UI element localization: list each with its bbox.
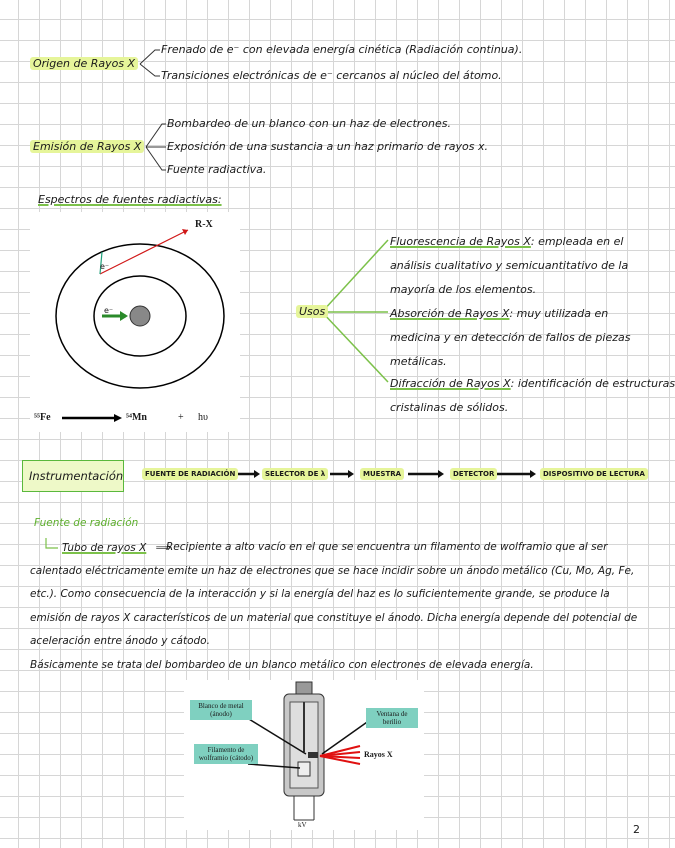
origen-label: Origen de Rayos X: [30, 57, 138, 71]
label-blanco: Blanco de metal (ánodo): [190, 700, 252, 720]
instrumentacion-box: [22, 460, 124, 492]
uso-2-line-3: metálicas.: [390, 355, 447, 368]
reaction-plus: +: [178, 412, 184, 423]
uso-1-line-3: mayoría de los elementos.: [390, 283, 537, 296]
cathode-cup: [298, 762, 310, 776]
origen-item-2: Transiciones electrónicas de e⁻ cercanos al núcleo del átomo.: [161, 69, 502, 82]
flow-selector: SELECTOR DE λ: [262, 468, 328, 480]
instrumentacion-label: Instrumentación: [29, 469, 124, 483]
flow-muestra: MUESTRA: [360, 468, 404, 480]
atom-diagram: [30, 212, 240, 432]
rx-arrow: [100, 230, 188, 274]
page-number: 2: [633, 823, 640, 836]
electron-inner: e⁻: [104, 306, 114, 315]
electron-outer: e⁻: [100, 262, 110, 271]
emision-item-1: Bombardeo de un blanco con un haz de electrones.: [167, 117, 452, 130]
reaction-hv: hυ: [198, 412, 208, 423]
label-kv: kV: [298, 821, 307, 829]
uso-1: Fluorescencia de Rayos X: empleada en el: [390, 235, 624, 248]
reaction-right: ⁵⁴Mn: [126, 412, 147, 423]
label-rayos: Rayos X: [364, 750, 393, 759]
tubo-arrow: ⟹: [155, 542, 171, 554]
uso-2-line-2: medicina y en detección de fallos de piezas: [390, 331, 631, 344]
anode-target: [308, 752, 318, 758]
reaction-left: ⁵⁵Fe: [34, 412, 51, 423]
uso-3-line-2: cristalinas de sólidos.: [390, 401, 509, 414]
label-filamento: Filamento de wolframio (cátodo): [194, 744, 258, 764]
uso-1-line-2: análisis cualitativo y semicuantitativo de la: [390, 259, 629, 272]
usos-label: Usos: [296, 305, 328, 319]
flow-dispositivo: DISPOSITIVO DE LECTURA: [540, 468, 648, 480]
flow-fuente: FUENTE DE RADIACIÓN: [142, 468, 238, 480]
emision-item-2: Exposición de una sustancia a un haz primario de rayos x.: [167, 140, 488, 153]
origen-item-1: Frenado de e⁻ con elevada energía cinética (Radiación continua).: [161, 43, 523, 56]
fuente-paragraph-1: Recipiente a alto vacío en el que se encuentra un filamento de wolframio que al ser calentado eléctricamente emite un haz de electrones que se hace incidir sobre un ánodo metálico (Cu, Mo, Ag, Fe, etc.). Como consecuencia de la interacción y si la energía del haz es lo suficientemente grande, se produce la emisión de rayos X característicos de un material que constituye el ánodo. Dicha energía depende del potencial de aceleración entre ánodo y cátodo.: [30, 541, 638, 647]
rx-label: R-X: [195, 219, 213, 230]
uso-2: Absorción de Rayos X: muy utilizada en: [390, 307, 609, 320]
fuente-title: Fuente de radiación: [34, 517, 139, 529]
xray-tube-diagram: [184, 680, 424, 830]
label-ventana: Ventana de berilio: [366, 708, 418, 728]
fuente-paragraph-2: Básicamente se trata del bombardeo de un blanco metálico con electrones de elevada energía.: [30, 659, 534, 671]
nucleus: [130, 306, 150, 326]
flow-detector: DETECTOR: [450, 468, 497, 480]
emision-item-3: Fuente radiactiva.: [167, 163, 267, 176]
tubo-label: Tubo de rayos X: [62, 542, 147, 554]
espectros-title: Espectros de fuentes radiactivas:: [38, 193, 222, 206]
emision-label: Emisión de Rayos X: [30, 140, 144, 154]
uso-3: Difracción de Rayos X: identificación de estructuras: [390, 377, 675, 390]
